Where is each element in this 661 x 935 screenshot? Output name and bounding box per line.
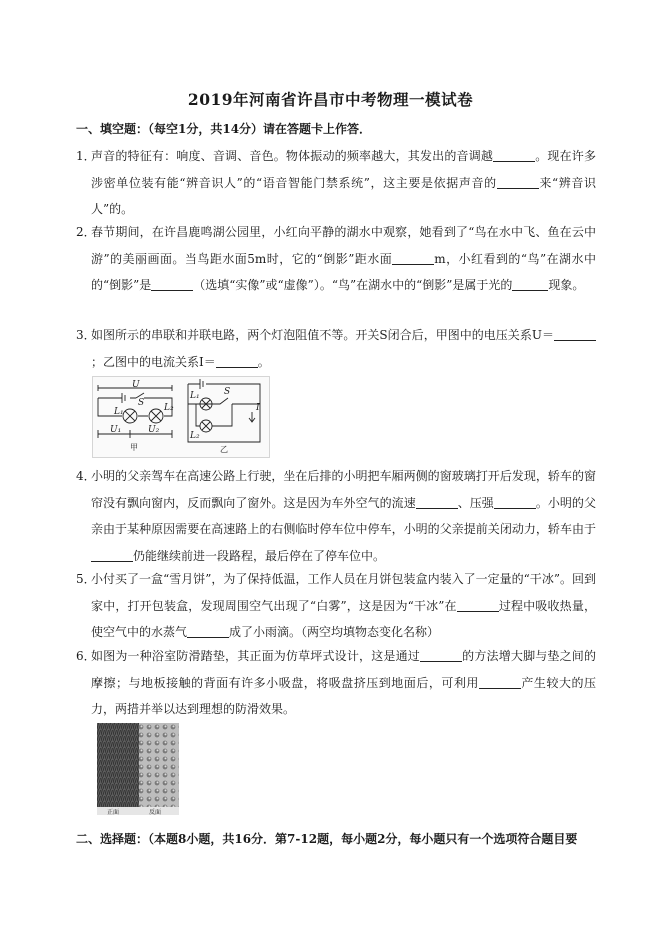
lamp-label-L1: L₁ <box>190 391 200 401</box>
answer-blank[interactable] <box>151 278 193 291</box>
question-2: 2． 春节期间，在许昌鹿鸣湖公园里，小红向平静的湖水中观察，她看到了“鸟在水中飞、鱼在云中游”的美丽画面。当鸟距水面5m时，它的“倒影”距水面 m，小红看到的“鸟”在湖水中的“倒影”是 （选填“实像”或“虚像”）。“鸟”在湖水中的“倒影”是属于光的 现象。 <box>76 219 596 299</box>
section-heading-fill-blank: 一、填空题：（每空1分，共14分）请在答题卡上作答． <box>76 122 372 136</box>
front-label: 正面 <box>107 809 120 815</box>
question-number: 1． <box>76 149 96 163</box>
answer-blank[interactable] <box>512 278 548 291</box>
page-title: 2019年河南省许昌市中考物理一模试卷 <box>187 90 474 109</box>
figure-label-yi: 乙 <box>220 445 228 454</box>
question-1: 1． 声音的特征有：响度、音调、音色。物体振动的频率越大，其发出的音调越 。现在许多涉密单位装有能“辨音识人”的“语音智能门禁系统”，这主要是依据声音的 来“辨音识人”的。 <box>76 143 596 223</box>
lamp-label-L2: L₂ <box>164 403 174 413</box>
back-label: 反面 <box>149 809 162 815</box>
question-3: 3． 如图所示的串联和并联电路，两个灯泡阻值不等。开关S闭合后，甲图中的电压关系U＝；乙图中的电流关系I＝ 。 <box>76 322 596 375</box>
question-4: 4． 小明的父亲驾车在高速公路上行驶，坐在后排的小明把车厢两侧的窗玻璃打开后发现，轿车的窗帘没有飘向窗内，反而飘向了窗外。这是因为车外空气的流速 、压强 。小明的父亲由于某种原因需要在高速路上的右侧临时停车位中停车，小明的父亲提前关闭动力，轿车由于仍能继续前进一段路程，最后停在了停车位中。 <box>76 463 596 569</box>
answer-blank[interactable] <box>497 176 539 189</box>
bath-mat-image <box>97 723 179 815</box>
question-number: 3． <box>76 328 96 342</box>
answer-blank[interactable] <box>494 496 536 509</box>
answer-blank[interactable] <box>554 328 596 341</box>
answer-blank[interactable] <box>416 496 458 509</box>
answer-blank[interactable] <box>216 355 258 368</box>
voltage-label-U2: U₂ <box>148 425 160 435</box>
answer-blank[interactable] <box>91 549 133 562</box>
question-number: 5． <box>76 572 96 586</box>
lamp-label-L2: L₂ <box>190 431 200 441</box>
circuit-diagram <box>92 376 270 458</box>
current-label-I: I <box>256 403 260 413</box>
switch-label: S <box>138 398 145 408</box>
question-number: 6． <box>76 649 96 663</box>
question-number: 4． <box>76 469 96 483</box>
answer-blank[interactable] <box>493 149 535 162</box>
section-heading-multiple-choice: 二、选择题：（本题8小题，共16分．第7-12题，每小题2分，每小题只有一个选项符合题目要 <box>76 832 578 846</box>
bath-mat-figure <box>97 723 179 815</box>
question-number: 2． <box>76 225 96 239</box>
switch-label: S <box>224 387 231 397</box>
circuit-figure <box>92 376 270 458</box>
answer-blank[interactable] <box>392 252 434 265</box>
answer-blank[interactable] <box>457 599 499 612</box>
voltage-label-U: U <box>132 380 140 390</box>
question-5: 5． 小付买了一盒“雪月饼”，为了保持低温，工作人员在月饼包装盒内装入了一定量的“干冰”。回到家中，打开包装盒，发现周围空气出现了“白雾”，这是因为“干冰”在 过程中吸收热量，使空气中的水蒸气 成了小雨滴。（两空均填物态变化名称） <box>76 566 596 646</box>
answer-blank[interactable] <box>479 676 521 689</box>
voltage-label-U1: U₁ <box>110 425 122 435</box>
lamp-label-L1: L₁ <box>114 407 124 417</box>
figure-label-jia: 甲 <box>130 443 138 452</box>
question-6: 6． 如图为一种浴室防滑踏垫，其正面为仿草坪式设计，这是通过 的方法增大脚与垫之间的摩擦；与地板接触的背面有许多小吸盘，将吸盘挤压到地面后，可利用 产生较大的压力，两措并举以达到理想的防滑效果。 <box>76 643 596 723</box>
answer-blank[interactable] <box>187 625 229 638</box>
answer-blank[interactable] <box>420 649 462 662</box>
